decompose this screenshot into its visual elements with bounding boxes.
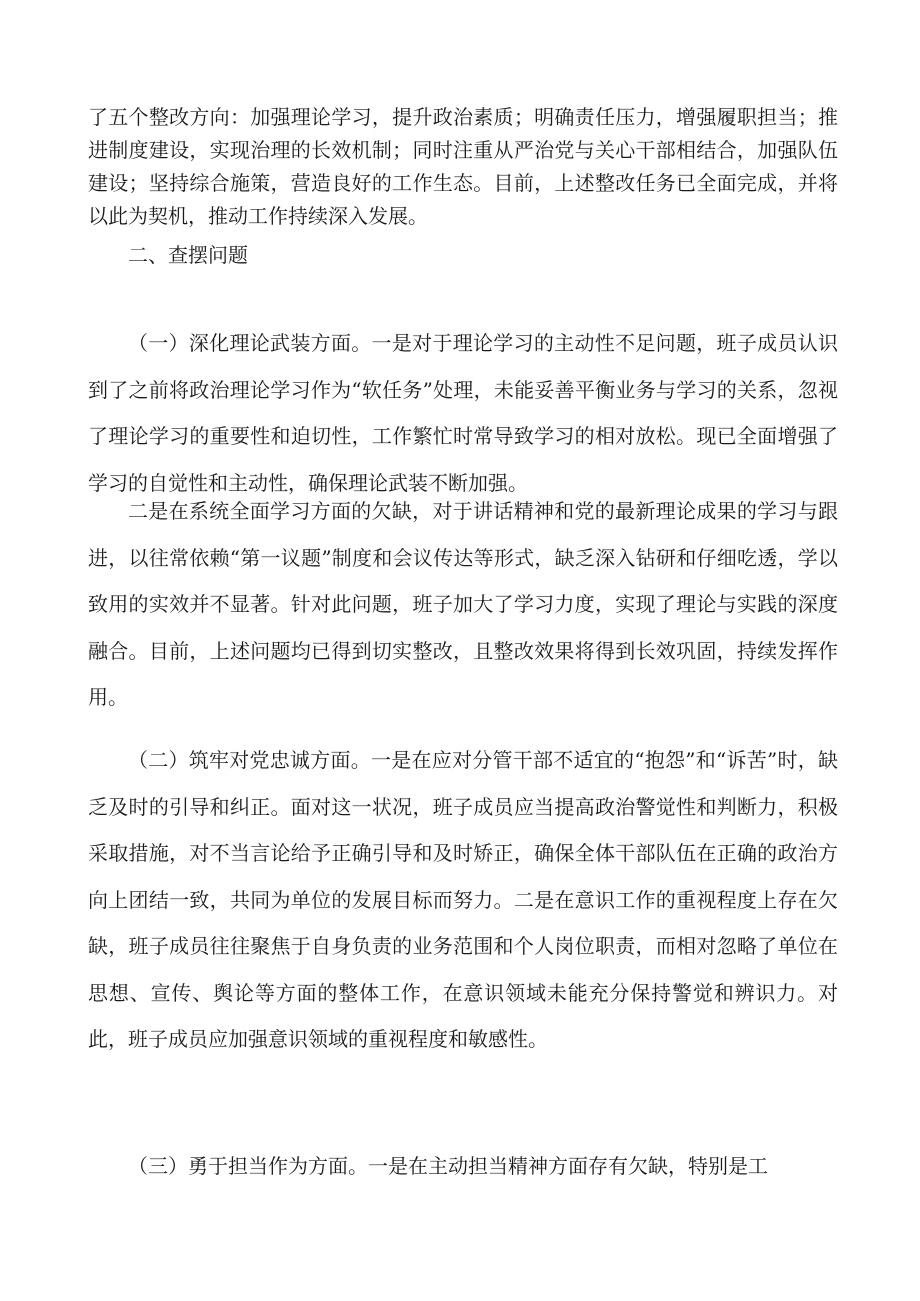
section-heading: 二、查摆问题 bbox=[128, 243, 248, 267]
paragraph-responsibility: （三）勇于担当作为方面。一是在主动担当精神方面存有欠缺，特别是工 bbox=[128, 1154, 768, 1178]
paragraph-theory-armament: （一）深化理论武装方面。一是对于理论学习的主动性不足问题，班子成员认识到了之前将政治理论学习作为“软任务”处理，未能妥善平衡业务与学习的关系，忽视了理论学习的重要性和迫切性，工作繁忙时常导致学习的相对放松。现已全面增强了学习的自觉性和主动性，确保理论武装不断加强。 bbox=[88, 331, 838, 495]
intro-paragraph: 了五个整改方向：加强理论学习，提升政治素质；明确责任压力，增强履职担当；推进制度建设，实现治理的长效机制；同时注重从严治党与关心干部相结合，加强队伍建设；坚持综合施策，营造良好的工作生态。目前，上述整改任务已全面完成，并将以此为契机，推动工作持续深入发展。 bbox=[88, 105, 838, 228]
paragraph-party-loyalty: （二）筑牢对党忠诚方面。一是在应对分管干部不适宜的“抱怨”和“诉苦”时，缺乏及时的引导和纠正。面对这一状况，班子成员应当提高政治警觉性和判断力，积极采取措施，对不当言论给予正确引导和及时矫正，确保全体干部队伍在正确的政治方向上团结一致，共同为单位的发展目标而努力。二是在意识工作的重视程度上存在欠缺，班子成员往往聚焦于自身负责的业务范围和个人岗位职责，而相对忽略了单位在思想、宣传、舆论等方面的整体工作，在意识领域未能充分保持警觉和辨识力。对此，班子成员应加强意识领域的重视程度和敏感性。 bbox=[88, 748, 838, 1051]
paragraph-systematic-study: 二是在系统全面学习方面的欠缺，对于讲话精神和党的最新理论成果的学习与跟进，以往常依赖“第一议题”制度和会议传达等形式，缺乏深入钻研和仔细吃透，学以致用的实效并不显著。针对此问题，班子加大了学习力度，实现了理论与实践的深度融合。目前，上述问题均已得到切实整改，且整改效果将得到长效巩固，持续发挥作用。 bbox=[88, 499, 838, 709]
